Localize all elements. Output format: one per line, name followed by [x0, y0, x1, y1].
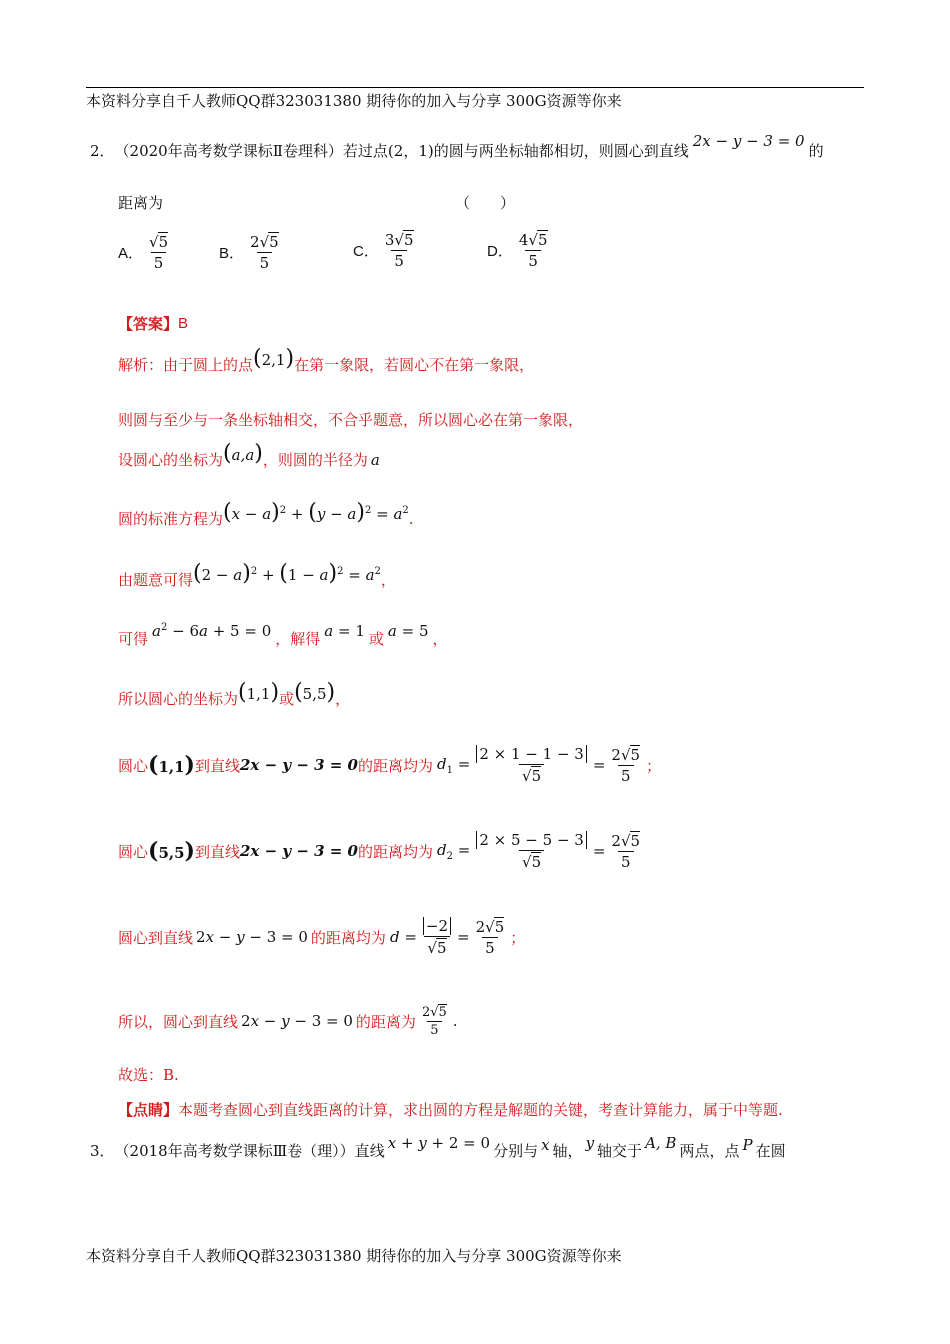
solution-line-1: 解析：由于圆上的点 (2,1) 在第一象限，若圆心不在第一象限，	[118, 346, 535, 374]
answer-tag: 【答案】	[118, 315, 179, 333]
option-d-label: D．	[487, 242, 513, 260]
q2-answer-paren	[455, 192, 515, 213]
solution-line-4: 圆的标准方程为 $(x - a)^2 + (y - a)^2 = a^2$ .	[118, 500, 414, 528]
option-c	[353, 230, 420, 270]
option-c-fraction: $\frac{3√5}{5}$	[384, 231, 414, 270]
q2-stem-end: 的	[808, 142, 824, 160]
solution-line-7: 所以圆心的坐标为 (1,1) 或 (5,5) ，	[118, 680, 351, 708]
option-a-fraction: $\frac{√5}{5}$	[149, 233, 169, 272]
q2-stem-text: （2020年高考数学课标Ⅱ卷理科）若过点(2，1)的圆与两坐标轴都相切，则圆心到直线	[114, 142, 689, 160]
option-b-fraction: $\frac{2√5}{5}$	[250, 233, 279, 272]
solution-line-6: 可得 $a^2 - 6a + 5 = 0$ ，解得 a = 1 或 a = 5 ，	[118, 621, 448, 648]
q3-stem: 3． （2018年高考数学课标Ⅲ卷（理））直线 x + y + 2 = 0 分别与 x 轴， y 轴交于 A, B 两点，点 P 在圆	[90, 1133, 786, 1160]
page-footer: 本资料分享自千人教师QQ群323031380 期待你的加入与分享 300G资源等你来	[86, 1247, 622, 1265]
page-header: 本资料分享自千人教师QQ群323031380 期待你的加入与分享 300G资源等你来	[86, 92, 622, 110]
solution-line-11: 所以，圆心到直线 2x − y − 3 = 0 的距离为 $\frac{2√5}{5}$ .	[118, 1005, 458, 1038]
solution-line-10: 圆心到直线 2x − y − 3 = 0 的距离均为 d = $\frac{-2}{√5}$ = $\frac{2√5}{5}$ ；	[118, 917, 526, 957]
option-d-fraction: $\frac{4√5}{5}$	[518, 231, 548, 270]
q3-number: 3．	[90, 1142, 115, 1160]
solution-line-9: 圆心 (5,5) 到直线 2x − y − 3 = 0 的距离均为 $d_2$ = $\frac{2 \times 5 - 5 - 3}{√5}$ = $\frac{2√5}{5}$	[118, 831, 641, 871]
option-a-label: A．	[118, 244, 144, 262]
solution-line-8: 圆心 (1,1) 到直线 2x − y − 3 = 0 的距离均为 $d_1$ = $\frac{2 \times 1 - 1 - 3}{√5}$ = $\frac{2√5}{5}$ ；	[118, 745, 662, 785]
comment-tag: 【点睛】	[118, 1101, 179, 1119]
q2-number: 2．	[90, 142, 115, 160]
option-d	[487, 230, 554, 270]
q2-line-equation: 2x − y − 3 = 0	[692, 131, 805, 150]
header-rule	[86, 87, 864, 88]
q2-stem2: 距离为	[118, 194, 164, 212]
solution-line-12: 故选：B.	[118, 1066, 179, 1084]
q2-paren: （ ）	[455, 194, 516, 212]
solution-line-2: 则圆与至少与一条坐标轴相交，不合乎题意，所以圆心必在第一象限，	[118, 411, 584, 429]
option-b	[219, 232, 285, 272]
option-c-label: C．	[353, 242, 379, 260]
solution-line-5: 由题意可得 $(2 - a)^2 + (1 - a)^2 = a^2$ ，	[118, 561, 396, 589]
answer-line	[118, 313, 188, 334]
option-b-label: B．	[219, 244, 245, 262]
comment-line	[118, 1099, 783, 1120]
answer-value: B	[178, 315, 189, 332]
q2-stem	[90, 131, 824, 161]
comment-text: 本题考查圆心到直线距离的计算，求出圆的方程是解题的关键，考查计算能力，属于中等题.	[178, 1101, 783, 1119]
q2-stem-line2	[118, 192, 163, 213]
solution-line-3: 设圆心的坐标为 (a,a) ，则圆的半径为 a	[118, 441, 380, 469]
option-a	[118, 232, 174, 272]
